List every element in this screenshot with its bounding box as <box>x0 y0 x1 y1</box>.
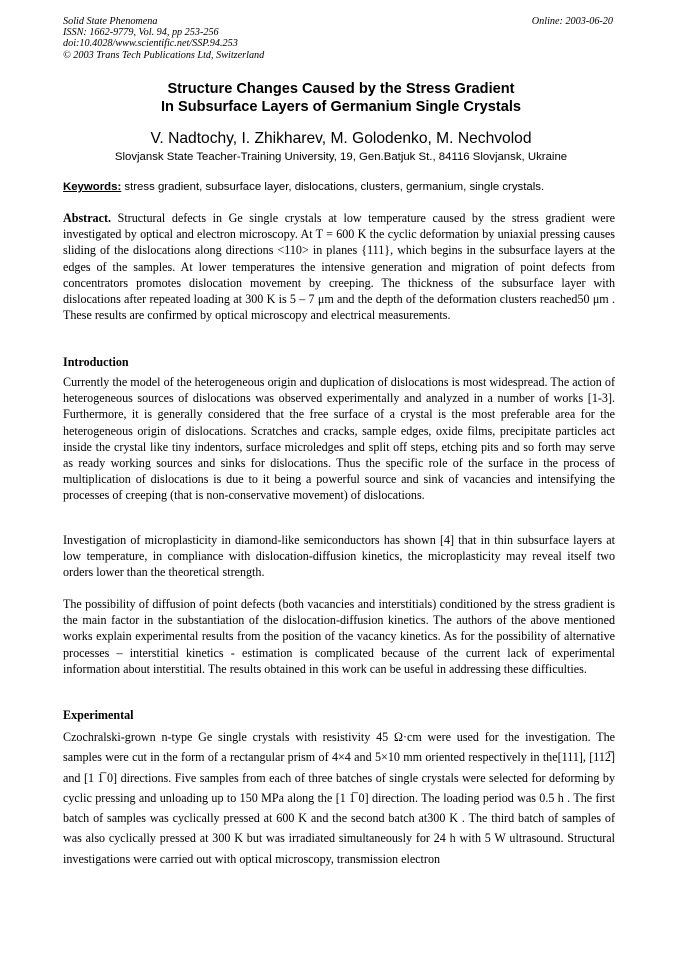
experimental-heading: Experimental <box>63 708 134 722</box>
abstract-label: Abstract. <box>63 211 112 225</box>
title-line-1: Structure Changes Caused by the Stress Gradient <box>167 81 515 97</box>
introduction-paragraph-1: Currently the model of the heterogeneous origin and duplication of dislocations is most widespread. The action of heterogeneous sources of dislocations was observed experimentally and analyzed in a number of works [1-3]. Furthermore, it is generally considered that the free surface of a crystal is the most preferable area for the heterogeneous origin of dislocations. Scratches and cracks, sample edges, oxide films, precipitate particles act inside the crystal like tiny indentors, surface microledges and split off steps, etching pits and so forth may serve as ready working sources and sinks for dislocations. Thus the specific role of the surface in the process of multiplication of dislocations is due to it being a powerful source and sink of vacancies and intensifying the processes of creeping (that is non-conservative movement) of dislocations. <box>63 375 615 503</box>
copyright-line: © 2003 Trans Tech Publications Ltd, Switzerland <box>63 49 265 61</box>
introduction-heading: Introduction <box>63 355 129 369</box>
abstract <box>63 210 615 323</box>
author-list: V. Nadtochy, I. Zhikharev, M. Golodenko, M. Nechvolod <box>150 130 532 147</box>
experimental-paragraph-1: Czochralski-grown n-type Ge single crystals with resistivity 45 Ω·cm were used for the investigation. The samples were cut in the form of a rectangular prism of 4×4 and 5×10 mm oriented respectively in the[111], [112̅] and [1 1̅ 0] directions. Five samples from each of three batches of single crystals were selected for deforming by cyclic pressing and unloading up to 150 MPa along the [1 1̅ 0] direction. The loading period was 0.5 h . The first batch of samples was cyclically pressed at 600 K and the second batch at300 K . The third batch of samples of was also cyclically pressed at 300 K but was irradiated simultaneously for 24 h with 5 W ultrasound. Structural investigations were carried out with optical microscopy, transmission electron <box>63 730 615 866</box>
issn-line: ISSN: 1662-9779, Vol. 94, pp 253-256 <box>63 27 219 39</box>
affiliation: Slovjansk State Teacher-Training University, 19, Gen.Batjuk St., 84116 Slovjansk, Ukraine <box>114 151 568 163</box>
online-date: Online: 2003-06-20 <box>531 16 613 27</box>
journal-name: Solid State Phenomena <box>63 16 158 27</box>
title-line-2: In Subsurface Layers of Germanium Single Crystals <box>160 98 522 115</box>
keywords-label: Keywords: <box>63 181 122 193</box>
journal-header <box>63 16 619 61</box>
keywords <box>63 180 619 194</box>
abstract-text: Structural defects in Ge single crystals at low temperature caused by the stress gradient were investigated by optical and electron microscopy. At T = 600 K the cyclic deformation by uniaxial pressing causes sliding of the dislocations along directions <110> in planes {111}, which begins in the subsurface layers at the edges of the samples. At lower temperatures the intensive generation and migration of point defects from concentrators promotes dislocation movement by creeping. The thickness of the subsurface layer with dislocations after repeated loading at 300 K is 5 – 7 μm and the depth of the deformation clusters reached50 μm . These results are confirmed by optical microscopy and electrical measurements. <box>63 211 615 323</box>
paper-title <box>63 81 619 116</box>
doi-line: doi:10.4028/www.scientific.net/SSP.94.253 <box>63 38 238 50</box>
keywords-text: stress gradient, subsurface layer, dislocations, clusters, germanium, single crystals. <box>124 181 545 193</box>
introduction-paragraph-3: The possibility of diffusion of point defects (both vacancies and interstitials) conditioned by the stress gradient is the main factor in the substantiation of the dislocation-diffusion kinetics. The authors of the above mentioned works explain experimental results from the position of the vacancy kinetics. As for the possibility of alternative processes – interstitial kinetics - estimation is complicated because of the current lack of experimental information about interstitial. The results obtained in this work can be useful in addressing these difficulties. <box>63 597 615 676</box>
introduction-paragraph-2: Investigation of microplasticity in diamond-like semiconductors has shown [4] that in thin subsurface layers at low temperature, in compliance with dislocation-diffusion kinetics, the microplasticity may reveal itself two orders lower than the theoretical strength. <box>63 533 615 580</box>
